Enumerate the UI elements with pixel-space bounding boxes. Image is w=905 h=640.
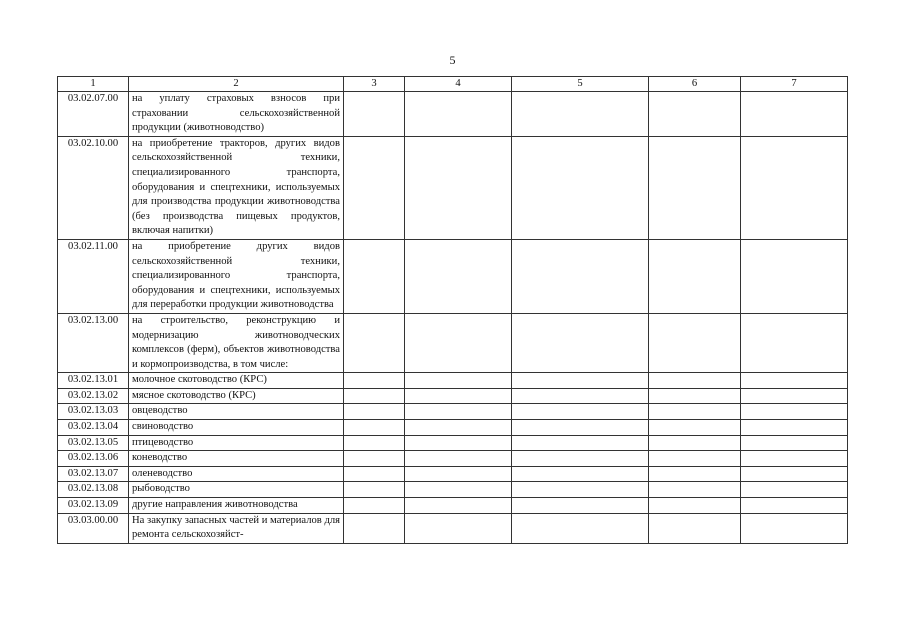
empty-cell xyxy=(741,373,848,389)
data-table xyxy=(57,76,848,544)
row-code: 03.02.07.00 xyxy=(58,92,129,137)
table-row xyxy=(58,404,848,420)
empty-cell xyxy=(344,239,405,313)
row-description: оленеводство xyxy=(129,466,344,482)
empty-cell xyxy=(512,451,649,467)
row-code: 03.02.13.00 xyxy=(58,313,129,372)
row-code: 03.02.13.05 xyxy=(58,435,129,451)
empty-cell xyxy=(512,466,649,482)
empty-cell xyxy=(649,435,741,451)
empty-cell xyxy=(649,404,741,420)
empty-cell xyxy=(405,513,512,543)
empty-cell xyxy=(741,435,848,451)
table-row xyxy=(58,498,848,514)
empty-cell xyxy=(512,388,649,404)
table-row xyxy=(58,373,848,389)
row-description: птицеводство xyxy=(129,435,344,451)
table-row xyxy=(58,435,848,451)
row-description: овцеводство xyxy=(129,404,344,420)
table-row xyxy=(58,239,848,313)
row-code: 03.02.13.01 xyxy=(58,373,129,389)
empty-cell xyxy=(344,420,405,436)
row-description: свиноводство xyxy=(129,420,344,436)
empty-cell xyxy=(741,482,848,498)
header-row xyxy=(58,77,848,92)
empty-cell xyxy=(405,239,512,313)
empty-cell xyxy=(344,498,405,514)
empty-cell xyxy=(649,513,741,543)
empty-cell xyxy=(405,373,512,389)
empty-cell xyxy=(741,136,848,239)
empty-cell xyxy=(344,513,405,543)
row-description: на строительство, реконструкцию и модернизацию животноводческих комплексов (ферм), объектов животноводства и кормопроизводства, в том числе: xyxy=(129,313,344,372)
row-code: 03.02.13.07 xyxy=(58,466,129,482)
row-code: 03.02.11.00 xyxy=(58,239,129,313)
empty-cell xyxy=(405,498,512,514)
empty-cell xyxy=(649,482,741,498)
row-description: на приобретение тракторов, других видов сельскохозяйственной техники, специализированного транспорта, оборудования и спецтехники, используемых для производства продукции животноводства (без производства пищевых продуктов, включая напитки) xyxy=(129,136,344,239)
empty-cell xyxy=(512,136,649,239)
empty-cell xyxy=(649,498,741,514)
empty-cell xyxy=(741,313,848,372)
empty-cell xyxy=(512,239,649,313)
row-code: 03.03.00.00 xyxy=(58,513,129,543)
empty-cell xyxy=(741,466,848,482)
empty-cell xyxy=(741,451,848,467)
empty-cell xyxy=(405,466,512,482)
row-code: 03.02.13.06 xyxy=(58,451,129,467)
column-header: 7 xyxy=(741,77,848,92)
row-code: 03.02.13.04 xyxy=(58,420,129,436)
empty-cell xyxy=(512,313,649,372)
empty-cell xyxy=(512,404,649,420)
empty-cell xyxy=(649,420,741,436)
empty-cell xyxy=(649,92,741,137)
row-code: 03.02.13.09 xyxy=(58,498,129,514)
empty-cell xyxy=(344,466,405,482)
empty-cell xyxy=(512,420,649,436)
empty-cell xyxy=(512,513,649,543)
empty-cell xyxy=(741,92,848,137)
empty-cell xyxy=(344,136,405,239)
row-code: 03.02.13.03 xyxy=(58,404,129,420)
column-header: 5 xyxy=(512,77,649,92)
empty-cell xyxy=(344,373,405,389)
empty-cell xyxy=(344,451,405,467)
empty-cell xyxy=(405,404,512,420)
empty-cell xyxy=(649,239,741,313)
row-code: 03.02.13.02 xyxy=(58,388,129,404)
row-description: рыбоводство xyxy=(129,482,344,498)
empty-cell xyxy=(649,136,741,239)
empty-cell xyxy=(741,513,848,543)
empty-cell xyxy=(741,404,848,420)
empty-cell xyxy=(741,388,848,404)
row-code: 03.02.13.08 xyxy=(58,482,129,498)
empty-cell xyxy=(512,435,649,451)
column-header: 2 xyxy=(129,77,344,92)
empty-cell xyxy=(649,466,741,482)
empty-cell xyxy=(649,373,741,389)
row-description: другие направления животноводства xyxy=(129,498,344,514)
row-description: На закупку запасных частей и материалов для ремонта сельскохозяйст- xyxy=(129,513,344,543)
table-row xyxy=(58,466,848,482)
empty-cell xyxy=(512,482,649,498)
empty-cell xyxy=(512,373,649,389)
row-description: молочное скотоводство (КРС) xyxy=(129,373,344,389)
table-row xyxy=(58,92,848,137)
table-row xyxy=(58,482,848,498)
table-row xyxy=(58,513,848,543)
empty-cell xyxy=(344,313,405,372)
empty-cell xyxy=(405,313,512,372)
page-number: 5 xyxy=(449,53,456,67)
table-row xyxy=(58,420,848,436)
empty-cell xyxy=(405,451,512,467)
table-row xyxy=(58,313,848,372)
table-row xyxy=(58,136,848,239)
row-description: коневодство xyxy=(129,451,344,467)
empty-cell xyxy=(649,451,741,467)
empty-cell xyxy=(344,92,405,137)
empty-cell xyxy=(405,388,512,404)
empty-cell xyxy=(405,482,512,498)
column-header: 4 xyxy=(405,77,512,92)
row-description: мясное скотоводство (КРС) xyxy=(129,388,344,404)
empty-cell xyxy=(344,435,405,451)
empty-cell xyxy=(649,388,741,404)
empty-cell xyxy=(344,404,405,420)
row-description: на уплату страховых взносов при страховании сельскохозяйственной продукции (животноводство) xyxy=(129,92,344,137)
table-row xyxy=(58,451,848,467)
empty-cell xyxy=(405,435,512,451)
row-description: на приобретение других видов сельскохозяйственной техники, специализированного транспорта, оборудования и спецтехники, используемых для переработки продукции животноводства xyxy=(129,239,344,313)
empty-cell xyxy=(649,313,741,372)
empty-cell xyxy=(741,498,848,514)
empty-cell xyxy=(344,482,405,498)
empty-cell xyxy=(512,498,649,514)
column-header: 6 xyxy=(649,77,741,92)
empty-cell xyxy=(405,92,512,137)
empty-cell xyxy=(741,239,848,313)
empty-cell xyxy=(405,136,512,239)
empty-cell xyxy=(344,388,405,404)
column-header: 3 xyxy=(344,77,405,92)
row-code: 03.02.10.00 xyxy=(58,136,129,239)
column-header: 1 xyxy=(58,77,129,92)
empty-cell xyxy=(741,420,848,436)
empty-cell xyxy=(512,92,649,137)
table-row xyxy=(58,388,848,404)
empty-cell xyxy=(405,420,512,436)
